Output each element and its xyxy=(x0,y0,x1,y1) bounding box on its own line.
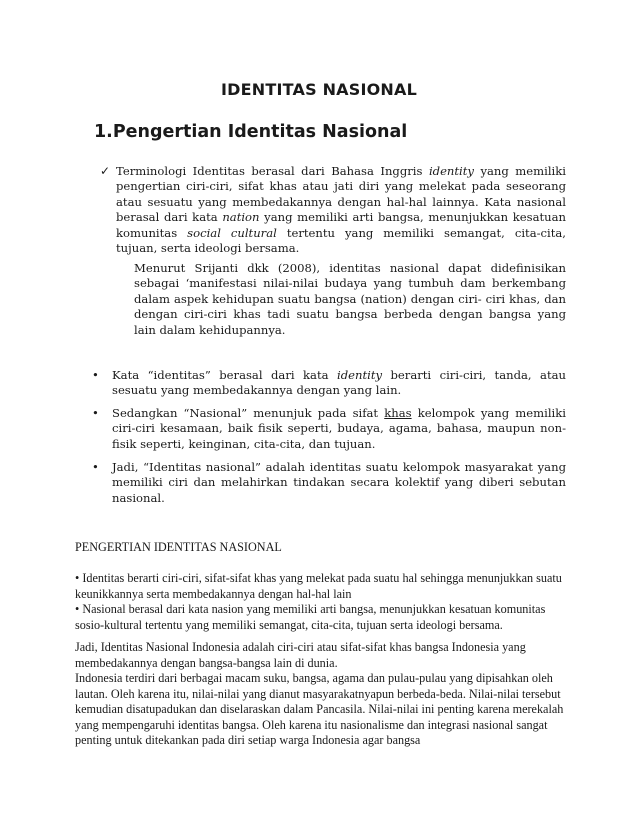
plain-bullet-1: • Identitas berarti ciri-ciri, sifat-sifat khas yang melekat pada suatu hal sehingga menunjukkan suatu keunikkannya serta membedakannya dengan hal-hal lain xyxy=(75,571,562,601)
bullet-1-text-1: Kata “identitas” berasal dari kata xyxy=(112,368,337,382)
check-text-3: yang memiliki arti bangsa, menunjukkan kesatuan komunitas xyxy=(116,210,566,240)
plain-bullet-2: • Nasional berasal dari kata nasion yang memiliki arti bangsa, menunjukkan kesatuan komunitas sosio-kultural tertentu yang memiliki semangat, cita-cita, tujuan serta ideologi bersama. xyxy=(75,602,546,632)
plain-paragraph-2: Indonesia terdiri dari berbagai macam suku, bangsa, agama dan pulau-pulau yang dipisahkan oleh lautan. Oleh karena itu, nilai-nilai yang dianut masyarakatnyapun berbeda-beda. Nilai-nilai tersebut kemudian disatupadukan dan diselaraskan dalam Pancasila. Nilai-nilai ini penting karena merekalah yang mempengaruhi identitas bangsa. Oleh karena itu nasionalisme dan integrasi nasional sangat penting untuk ditekankan pada diri setiap warga Indonesia agar bangsa xyxy=(75,671,564,748)
document-title: IDENTITAS NASIONAL xyxy=(221,80,417,99)
bullet-2-text-1: Sedangkan “Nasional” menunjuk pada sifat xyxy=(112,406,385,420)
bullet-item-3 xyxy=(92,460,566,506)
bullet-icon: • xyxy=(92,460,99,474)
bullet-item-1 xyxy=(92,368,567,399)
bullet-icon: • xyxy=(92,368,99,382)
section-heading: 1.Pengertian Identitas Nasional xyxy=(94,122,408,142)
plain-heading: PENGERTIAN IDENTITAS NASIONAL xyxy=(75,540,282,554)
plain-paragraph-1: Jadi, Identitas Nasional Indonesia adalah ciri-ciri atau sifat-sifat khas bangsa Indonesia yang membedakannya dengan bangsa-bangsa lain di dunia. xyxy=(75,640,526,670)
bullet-2-underlined: khas xyxy=(384,406,412,420)
bullet-icon: • xyxy=(92,406,99,420)
bullet-3-text: Jadi, “Identitas nasional” adalah identitas suatu kelompok masyarakat yang memiliki ciri dan melahirkan tindakan secara kolektif yang diberi sebutan nasional. xyxy=(112,460,566,505)
bullet-1-italic: identity xyxy=(337,368,383,382)
term-social-cultural: social cultural xyxy=(187,225,277,240)
bullet-1-text-2: berarti ciri-ciri, tanda, atau sesuatu yang membedakannya dengan yang lain. xyxy=(112,368,567,398)
check-item xyxy=(100,164,566,256)
checkmark-icon: ✓ xyxy=(100,164,111,178)
check-text-2: yang memiliki pengertian ciri-ciri, sifat khas atau jati diri yang melekat pada seseorang atau sesuatu yang membedakannya dengan hal-hal lainnya. Kata nasional berasal dari kata xyxy=(116,164,566,225)
term-identity: identity xyxy=(428,164,474,178)
quote-paragraph: Menurut Srijanti dkk (2008), identitas nasional dapat didefinisikan sebagai ‘manifestasi nilai-nilai budaya yang tumbuh dam berkembang dalam aspek kehidupan suatu bangsa (nation) dengan ciri- ciri khas, dan dengan ciri-ciri khas tadi suatu bangsa berbeda dengan bangsa yang lain dalam kehidupannya. xyxy=(134,261,566,337)
check-text-1: Terminologi Identitas berasal dari Bahasa Inggris xyxy=(116,164,429,178)
bullet-2-text-2: kelompok yang memiliki ciri-ciri kesamaan, baik fisik seperti, budaya, agama, bahasa, maupun non-fisik seperti, keinginan, cita-cita, dan tujuan. xyxy=(112,406,566,451)
term-nation: nation xyxy=(222,210,260,225)
check-text-4: tertentu yang memiliki semangat, cita-cita, tujuan, serta ideologi bersama. xyxy=(116,225,566,256)
bullet-item-2 xyxy=(92,406,566,452)
